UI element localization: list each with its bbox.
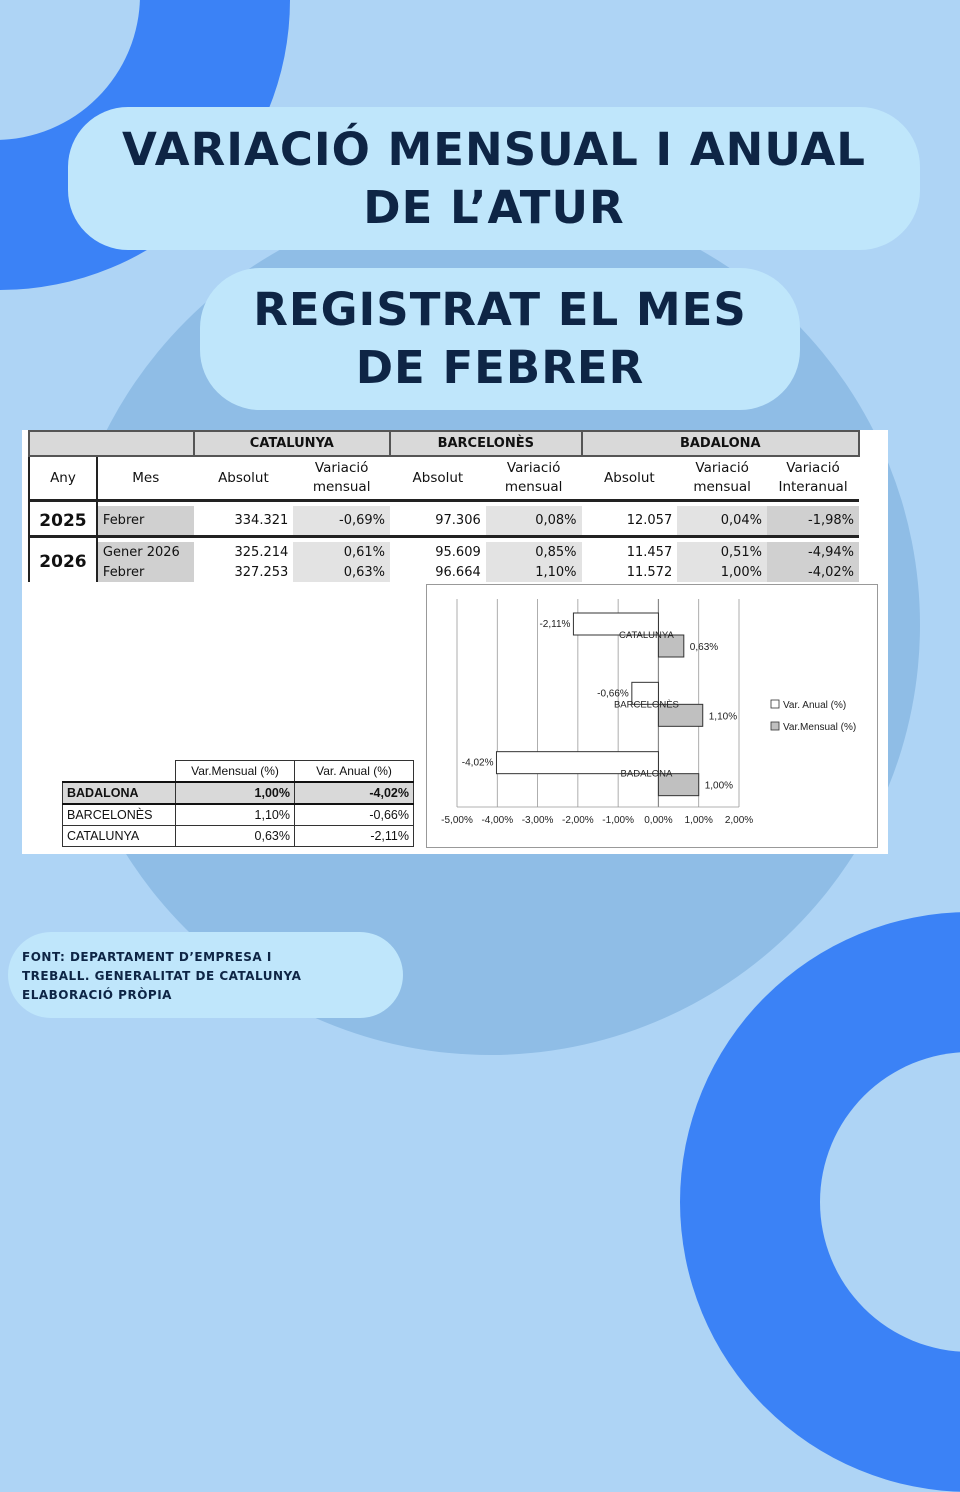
x-tick-label: -1,00% <box>602 815 634 826</box>
col-header-variacio-bdn-l2: mensual <box>693 479 751 495</box>
cell-mes: Febrer <box>97 562 194 582</box>
cell-bcn-absolut: 97.306 <box>390 506 486 537</box>
summary-header-anual: Var. Anual (%) <box>295 761 414 783</box>
col-header-variacio-bdn-l1: Variació <box>695 460 749 476</box>
table-row <box>29 542 859 562</box>
col-header-variacio-cat <box>293 456 390 501</box>
summary-label: BARCELONÈS <box>63 804 176 826</box>
col-header-mes: Mes <box>97 456 194 501</box>
cell-bdn-interanual: -4,02% <box>767 562 859 582</box>
data-label-anual: -2,11% <box>539 619 571 630</box>
table-row <box>63 826 414 847</box>
cell-bdn-variacio: 0,04% <box>677 506 767 537</box>
legend-label: Var. Anual (%) <box>783 700 847 711</box>
source-line-2: TREBALL. GENERALITAT DE CATALUNYA <box>22 969 302 983</box>
source-line-1: FONT: DEPARTAMENT D’EMPRESA I <box>22 950 272 964</box>
col-header-interanual-bdn <box>767 456 859 501</box>
x-tick-label: -4,00% <box>481 815 514 826</box>
group-header-catalunya: CATALUNYA <box>194 431 390 456</box>
col-header-interanual-l2: Interanual <box>778 479 848 495</box>
col-header-variacio-bdn <box>677 456 767 501</box>
cell-mes: Febrer <box>97 506 194 537</box>
legend-swatch <box>771 700 779 708</box>
page-title <box>68 107 920 250</box>
table-row <box>29 506 859 537</box>
data-label-mensual: 1,10% <box>708 711 738 723</box>
category-label: BARCELONÈS <box>613 699 679 711</box>
summary-label: BADALONA <box>63 782 176 804</box>
cell-bdn-interanual: -4,94% <box>767 542 859 562</box>
cell-bdn-absolut: 11.572 <box>626 564 673 580</box>
col-header-absolut-bdn: Absolut <box>582 456 678 501</box>
summary-header-blank <box>63 761 176 783</box>
cell-cat-absolut: 325.214 <box>234 544 289 560</box>
cell-bdn-absolut: 11.457 <box>626 544 673 560</box>
cell-bcn-absolut: 96.664 <box>435 564 481 580</box>
summary-anual: -0,66% <box>295 804 414 826</box>
col-header-absolut-cat: Absolut <box>194 456 294 501</box>
page-subtitle <box>200 268 800 410</box>
group-header-badalona: BADALONA <box>582 431 859 456</box>
table-row <box>63 804 414 826</box>
cell-cat-variacio: 0,63% <box>293 562 390 582</box>
summary-mensual: 0,63% <box>176 826 295 847</box>
legend-swatch <box>771 722 779 730</box>
col-header-absolut-bcn: Absolut <box>390 456 486 501</box>
x-tick-label: -2,00% <box>562 815 594 826</box>
category-label: CATALUNYA <box>618 630 674 641</box>
summary-anual: -4,02% <box>295 782 414 804</box>
data-label-anual: -4,02% <box>461 757 494 769</box>
col-header-interanual-l1: Variació <box>786 460 840 476</box>
summary-label: CATALUNYA <box>63 826 176 847</box>
cell-cat-variacio: -0,69% <box>293 506 390 537</box>
bar-chart-frame <box>426 584 878 848</box>
summary-mensual: 1,10% <box>176 804 295 826</box>
subtitle-line-2: DE FEBRER <box>355 341 645 394</box>
data-label-anual: -0,66% <box>597 688 629 700</box>
data-label-mensual: 0,63% <box>689 642 719 653</box>
cell-cat-absolut: 334.321 <box>194 506 294 537</box>
x-tick-label: 1,00% <box>684 815 713 826</box>
summary-header-mensual: Var.Mensual (%) <box>176 761 295 783</box>
cell-bdn-absolut: 12.057 <box>582 506 678 537</box>
title-line-1: VARIACIÓ MENSUAL I ANUAL <box>122 122 866 176</box>
group-header-barcelones: BARCELONÈS <box>390 431 581 456</box>
summary-table <box>62 760 414 847</box>
cell-bcn-variacio: 1,10% <box>486 562 582 582</box>
source-line-3: ELABORACIÓ PRÒPIA <box>22 988 172 1002</box>
cell-bcn-variacio: 0,08% <box>486 506 582 537</box>
table-row <box>29 562 859 582</box>
x-tick-label: -5,00% <box>441 815 473 826</box>
x-tick-label: 2,00% <box>724 815 754 826</box>
cell-any: 2026 <box>29 542 97 582</box>
bar-chart <box>427 585 877 847</box>
unemployment-table <box>28 430 860 582</box>
cell-bcn-absolut: 95.609 <box>435 544 481 560</box>
cell-bdn-variacio: 1,00% <box>677 562 767 582</box>
cell-bdn-interanual: -1,98% <box>767 506 859 537</box>
header-blank <box>29 431 194 456</box>
col-header-any: Any <box>29 456 97 501</box>
col-header-variacio-cat-l1: Variació <box>314 460 369 476</box>
cell-cat-absolut: 327.253 <box>234 564 289 580</box>
summary-anual: -2,11% <box>295 826 414 847</box>
category-label: BADALONA <box>620 768 673 780</box>
title-line-2: DE L’ATUR <box>363 180 625 234</box>
cell-any: 2025 <box>29 506 97 537</box>
source-note <box>22 948 352 1005</box>
summary-mensual: 1,00% <box>176 782 295 804</box>
col-header-variacio-bcn-l1: Variació <box>506 460 561 476</box>
col-header-variacio-bcn <box>486 456 582 501</box>
subtitle-line-1: REGISTRAT EL MES <box>253 283 747 336</box>
col-header-variacio-cat-l2: mensual <box>312 479 371 495</box>
data-label-mensual: 1,00% <box>704 780 734 792</box>
legend-label: Var.Mensual (%) <box>783 722 857 733</box>
cell-cat-variacio: 0,61% <box>293 542 390 562</box>
cell-bcn-variacio: 0,85% <box>486 542 582 562</box>
col-header-variacio-bcn-l2: mensual <box>504 479 563 495</box>
x-tick-label: 0,00% <box>644 815 673 826</box>
cell-bdn-variacio: 0,51% <box>677 542 767 562</box>
cell-mes: Gener 2026 <box>97 542 194 562</box>
table-row <box>63 782 414 804</box>
x-tick-label: -3,00% <box>521 815 554 826</box>
